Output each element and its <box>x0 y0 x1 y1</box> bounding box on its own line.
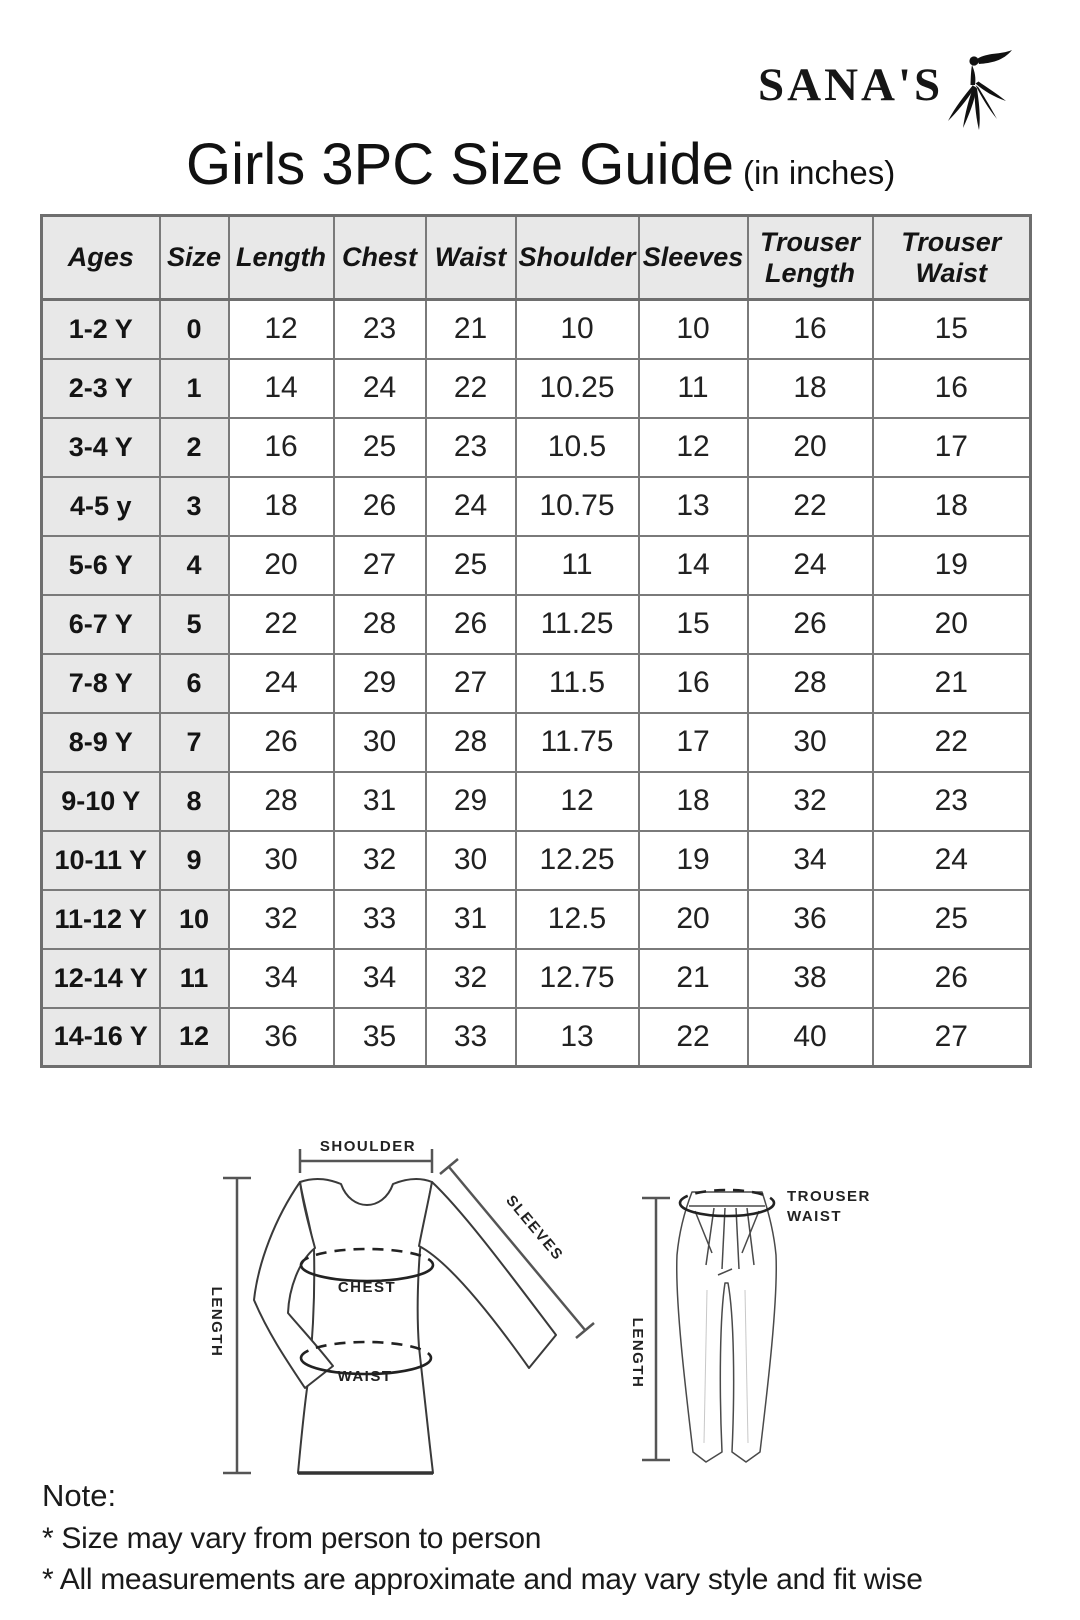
value-cell: 31 <box>426 890 516 949</box>
size-table-header-row <box>42 216 1031 300</box>
value-cell: 21 <box>639 949 748 1008</box>
value-cell: 23 <box>426 418 516 477</box>
page-title <box>186 131 895 198</box>
value-cell: 20 <box>748 418 873 477</box>
value-cell: 19 <box>873 536 1031 595</box>
table-row <box>42 831 1031 890</box>
row-label-cell: 3 <box>160 477 229 536</box>
value-cell: 18 <box>748 359 873 418</box>
row-label-cell: 7 <box>160 713 229 772</box>
column-header: Sleeves <box>639 216 748 300</box>
column-header: Ages <box>42 216 160 300</box>
value-cell: 25 <box>426 536 516 595</box>
value-cell: 23 <box>873 772 1031 831</box>
value-cell: 18 <box>873 477 1031 536</box>
table-row <box>42 536 1031 595</box>
value-cell: 16 <box>873 359 1031 418</box>
notes-heading: Note: <box>42 1478 117 1513</box>
value-cell: 22 <box>639 1008 748 1067</box>
value-cell: 34 <box>334 949 426 1008</box>
value-cell: 12.25 <box>516 831 639 890</box>
trouser-diagram <box>629 1188 871 1462</box>
value-cell: 24 <box>426 477 516 536</box>
row-label-cell: 8-9 Y <box>42 713 160 772</box>
value-cell: 35 <box>334 1008 426 1067</box>
row-label-cell: 0 <box>160 300 229 359</box>
value-cell: 30 <box>748 713 873 772</box>
value-cell: 10.5 <box>516 418 639 477</box>
page-title-unit: (in inches) <box>742 154 896 191</box>
value-cell: 36 <box>748 890 873 949</box>
value-cell: 29 <box>426 772 516 831</box>
note-item: * All measurements are approximate and may vary style and fit wise <box>42 1563 923 1596</box>
row-label-cell: 10 <box>160 890 229 949</box>
value-cell: 22 <box>426 359 516 418</box>
value-cell: 22 <box>873 713 1031 772</box>
value-cell: 11.75 <box>516 713 639 772</box>
sleeves-label: SLEEVES <box>502 1192 567 1265</box>
value-cell: 21 <box>873 654 1031 713</box>
value-cell: 26 <box>873 949 1031 1008</box>
row-label-cell: 11 <box>160 949 229 1008</box>
note-item: * Size may vary from person to person <box>42 1522 542 1555</box>
value-cell: 17 <box>873 418 1031 477</box>
value-cell: 16 <box>639 654 748 713</box>
value-cell: 16 <box>748 300 873 359</box>
row-label-cell: 5-6 Y <box>42 536 160 595</box>
table-row <box>42 890 1031 949</box>
table-row <box>42 713 1031 772</box>
value-cell: 11.25 <box>516 595 639 654</box>
value-cell: 40 <box>748 1008 873 1067</box>
value-cell: 16 <box>229 418 334 477</box>
trouser-length-label: LENGTH <box>629 1317 646 1389</box>
value-cell: 10 <box>639 300 748 359</box>
value-cell: 32 <box>426 949 516 1008</box>
notes-section <box>42 1478 923 1604</box>
value-cell: 26 <box>748 595 873 654</box>
value-cell: 24 <box>873 831 1031 890</box>
dress-length-label: LENGTH <box>208 1286 225 1358</box>
table-row <box>42 477 1031 536</box>
value-cell: 36 <box>229 1008 334 1067</box>
value-cell: 34 <box>748 831 873 890</box>
value-cell: 25 <box>334 418 426 477</box>
value-cell: 20 <box>639 890 748 949</box>
value-cell: 30 <box>426 831 516 890</box>
table-row <box>42 418 1031 477</box>
woman-silhouette-icon <box>947 50 1013 137</box>
row-label-cell: 11-12 Y <box>42 890 160 949</box>
value-cell: 30 <box>334 713 426 772</box>
value-cell: 15 <box>639 595 748 654</box>
value-cell: 26 <box>426 595 516 654</box>
value-cell: 29 <box>334 654 426 713</box>
row-label-cell: 1-2 Y <box>42 300 160 359</box>
trouser-waist-label-line2: WAIST <box>787 1208 842 1225</box>
size-table <box>40 214 1032 1068</box>
value-cell: 17 <box>639 713 748 772</box>
row-label-cell: 1 <box>160 359 229 418</box>
value-cell: 14 <box>639 536 748 595</box>
row-label-cell: 10-11 Y <box>42 831 160 890</box>
value-cell: 27 <box>334 536 426 595</box>
value-cell: 13 <box>639 477 748 536</box>
value-cell: 12 <box>229 300 334 359</box>
column-header: Chest <box>334 216 426 300</box>
table-row <box>42 300 1031 359</box>
value-cell: 13 <box>516 1008 639 1067</box>
row-label-cell: 4 <box>160 536 229 595</box>
value-cell: 38 <box>748 949 873 1008</box>
row-label-cell: 2-3 Y <box>42 359 160 418</box>
row-label-cell: 9-10 Y <box>42 772 160 831</box>
value-cell: 31 <box>334 772 426 831</box>
value-cell: 24 <box>334 359 426 418</box>
value-cell: 32 <box>748 772 873 831</box>
column-header: Trouser Length <box>748 216 873 300</box>
value-cell: 18 <box>229 477 334 536</box>
dress-length-measure-line <box>223 1178 251 1473</box>
column-header: Size <box>160 216 229 300</box>
value-cell: 12.5 <box>516 890 639 949</box>
value-cell: 28 <box>334 595 426 654</box>
row-label-cell: 4-5 y <box>42 477 160 536</box>
value-cell: 30 <box>229 831 334 890</box>
value-cell: 33 <box>426 1008 516 1067</box>
value-cell: 22 <box>748 477 873 536</box>
size-table-body <box>42 300 1031 1067</box>
value-cell: 12 <box>639 418 748 477</box>
column-header: Waist <box>426 216 516 300</box>
value-cell: 10.75 <box>516 477 639 536</box>
value-cell: 10 <box>516 300 639 359</box>
row-label-cell: 3-4 Y <box>42 418 160 477</box>
waist-label: WAIST <box>337 1368 393 1385</box>
value-cell: 14 <box>229 359 334 418</box>
value-cell: 26 <box>229 713 334 772</box>
table-row <box>42 1008 1031 1067</box>
value-cell: 12.75 <box>516 949 639 1008</box>
brand-logo <box>758 50 1013 137</box>
value-cell: 28 <box>426 713 516 772</box>
chest-label: CHEST <box>337 1279 397 1296</box>
table-row <box>42 654 1031 713</box>
row-label-cell: 12-14 Y <box>42 949 160 1008</box>
table-row <box>42 772 1031 831</box>
value-cell: 20 <box>229 536 334 595</box>
shoulder-label: SHOULDER <box>319 1138 417 1155</box>
column-header: Shoulder <box>516 216 639 300</box>
brand-name: SANA'S <box>758 59 944 111</box>
row-label-cell: 2 <box>160 418 229 477</box>
page-title-main: Girls 3PC Size Guide <box>186 132 734 197</box>
value-cell: 18 <box>639 772 748 831</box>
value-cell: 32 <box>334 831 426 890</box>
table-row <box>42 949 1031 1008</box>
row-label-cell: 14-16 Y <box>42 1008 160 1067</box>
row-label-cell: 5 <box>160 595 229 654</box>
value-cell: 11 <box>639 359 748 418</box>
value-cell: 28 <box>229 772 334 831</box>
value-cell: 27 <box>426 654 516 713</box>
table-row <box>42 359 1031 418</box>
dress-diagram <box>208 1138 594 1473</box>
value-cell: 33 <box>334 890 426 949</box>
column-header: Trouser Waist <box>873 216 1031 300</box>
trouser-waist-label-line1: TROUSER <box>787 1188 871 1205</box>
row-label-cell: 9 <box>160 831 229 890</box>
row-label-cell: 7-8 Y <box>42 654 160 713</box>
value-cell: 25 <box>873 890 1031 949</box>
row-label-cell: 8 <box>160 772 229 831</box>
value-cell: 21 <box>426 300 516 359</box>
value-cell: 26 <box>334 477 426 536</box>
value-cell: 20 <box>873 595 1031 654</box>
value-cell: 22 <box>229 595 334 654</box>
measurement-diagram <box>165 1085 935 1495</box>
row-label-cell: 6 <box>160 654 229 713</box>
table-row <box>42 595 1031 654</box>
value-cell: 24 <box>229 654 334 713</box>
value-cell: 11.5 <box>516 654 639 713</box>
value-cell: 27 <box>873 1008 1031 1067</box>
value-cell: 15 <box>873 300 1031 359</box>
value-cell: 24 <box>748 536 873 595</box>
value-cell: 32 <box>229 890 334 949</box>
value-cell: 19 <box>639 831 748 890</box>
value-cell: 28 <box>748 654 873 713</box>
value-cell: 34 <box>229 949 334 1008</box>
value-cell: 23 <box>334 300 426 359</box>
value-cell: 12 <box>516 772 639 831</box>
row-label-cell: 6-7 Y <box>42 595 160 654</box>
column-header: Length <box>229 216 334 300</box>
value-cell: 11 <box>516 536 639 595</box>
row-label-cell: 12 <box>160 1008 229 1067</box>
value-cell: 10.25 <box>516 359 639 418</box>
measurement-diagram-svg <box>165 1085 935 1490</box>
